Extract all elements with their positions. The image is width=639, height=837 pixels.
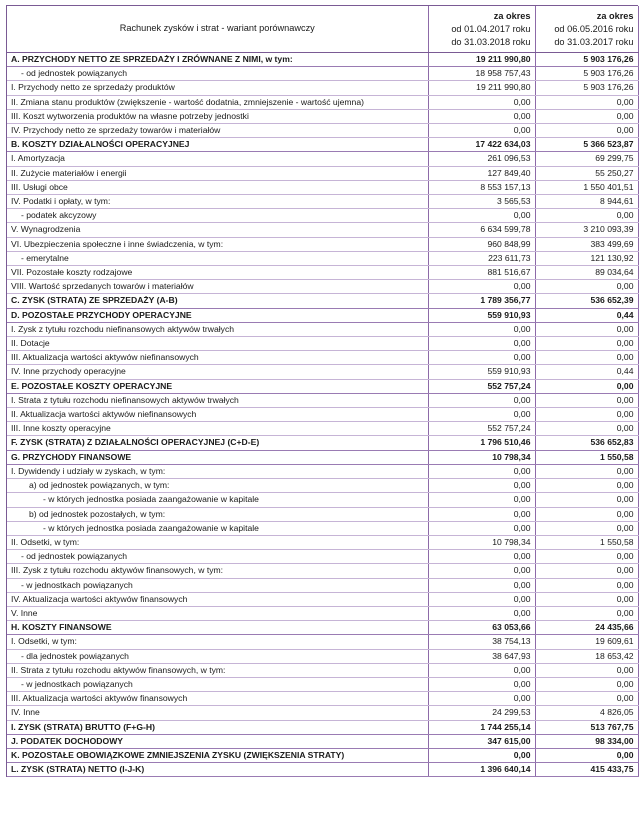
table-row (7, 95, 638, 109)
period-b-header (535, 6, 638, 53)
value-period-a: 261 096,53 (428, 152, 535, 166)
row-label: b) od jednostek pozostałych, w tym: (7, 507, 428, 521)
row-label: - w których jednostka posiada zaangażowanie w kapitale (7, 521, 428, 535)
row-label: II. Dotacje (7, 337, 428, 351)
table-row (7, 635, 638, 649)
income-statement-table (7, 6, 639, 777)
value-period-a: 0,00 (428, 280, 535, 294)
value-period-b: 0,00 (535, 564, 638, 578)
row-label: - podatek akcyzowy (7, 209, 428, 223)
value-period-b: 0,00 (535, 578, 638, 592)
row-label: II. Zużycie materiałów i energii (7, 166, 428, 180)
section-row (7, 308, 638, 322)
table-row (7, 564, 638, 578)
value-period-a: 881 516,67 (428, 266, 535, 280)
value-period-a: 38 754,13 (428, 635, 535, 649)
table-row (7, 322, 638, 336)
value-period-a: 0,00 (428, 507, 535, 521)
value-period-a: 19 211 990,80 (428, 53, 535, 67)
value-period-a: 17 422 634,03 (428, 138, 535, 152)
row-label: III. Aktualizacja wartości aktywów finansowych (7, 692, 428, 706)
table-row (7, 493, 638, 507)
row-label: J. PODATEK DOCHODOWY (7, 734, 428, 748)
value-period-b: 0,00 (535, 592, 638, 606)
value-period-a: 0,00 (428, 592, 535, 606)
row-label: IV. Przychody netto ze sprzedaży towarów i materiałów (7, 124, 428, 138)
table-row (7, 351, 638, 365)
value-period-a: 0,00 (428, 692, 535, 706)
statement-rows (7, 53, 638, 777)
table-row (7, 280, 638, 294)
value-period-a: 127 849,40 (428, 166, 535, 180)
row-label: II. Strata z tytułu rozchodu aktywów finansowych, w tym: (7, 663, 428, 677)
row-label: - w których jednostka posiada zaangażowanie w kapitale (7, 493, 428, 507)
table-row (7, 266, 638, 280)
value-period-a: 0,00 (428, 209, 535, 223)
period-b-to: do 31.03.2017 roku (554, 36, 634, 47)
row-label: - emerytalne (7, 251, 428, 265)
value-period-b: 5 903 176,26 (535, 53, 638, 67)
table-row (7, 109, 638, 123)
row-label: IV. Aktualizacja wartości aktywów finansowych (7, 592, 428, 606)
value-period-b: 24 435,66 (535, 621, 638, 635)
table-row (7, 81, 638, 95)
row-label: I. Zysk z tytułu rozchodu niefinansowych aktywów trwałych (7, 322, 428, 336)
row-label: II. Zmiana stanu produktów (zwiększenie - wartość dodatnia, zmniejszenie - wartość ujemna) (7, 95, 428, 109)
value-period-a: 0,00 (428, 493, 535, 507)
value-period-b: 89 034,64 (535, 266, 638, 280)
row-label: E. POZOSTAŁE KOSZTY OPERACYJNE (7, 379, 428, 393)
table-row (7, 393, 638, 407)
value-period-b: 55 250,27 (535, 166, 638, 180)
value-period-a: 559 910,93 (428, 365, 535, 379)
row-label: V. Inne (7, 606, 428, 620)
row-label: I. Amortyzacja (7, 152, 428, 166)
value-period-b: 0,00 (535, 209, 638, 223)
value-period-a: 0,00 (428, 322, 535, 336)
value-period-b: 536 652,39 (535, 294, 638, 308)
value-period-b: 4 826,05 (535, 706, 638, 720)
period-a-header (428, 6, 535, 53)
value-period-b: 0,00 (535, 408, 638, 422)
value-period-a: 552 757,24 (428, 422, 535, 436)
table-row (7, 464, 638, 478)
table-row (7, 166, 638, 180)
table-row (7, 663, 638, 677)
value-period-a: 1 396 640,14 (428, 763, 535, 777)
value-period-a: 63 053,66 (428, 621, 535, 635)
table-row (7, 152, 638, 166)
value-period-b: 0,00 (535, 521, 638, 535)
value-period-a: 0,00 (428, 564, 535, 578)
value-period-b: 0,00 (535, 322, 638, 336)
value-period-b: 0,00 (535, 493, 638, 507)
row-label: F. ZYSK (STRATA) Z DZIAŁALNOŚCI OPERACYJNEJ (C+D-E) (7, 436, 428, 450)
table-row (7, 251, 638, 265)
row-label: D. POZOSTAŁE PRZYCHODY OPERACYJNE (7, 308, 428, 322)
section-row (7, 53, 638, 67)
table-row (7, 479, 638, 493)
table-row (7, 649, 638, 663)
row-label: III. Aktualizacja wartości aktywów niefinansowych (7, 351, 428, 365)
value-period-b: 536 652,83 (535, 436, 638, 450)
value-period-a: 10 798,34 (428, 450, 535, 464)
value-period-a: 0,00 (428, 748, 535, 762)
value-period-b: 5 366 523,87 (535, 138, 638, 152)
value-period-b: 98 334,00 (535, 734, 638, 748)
table-row (7, 180, 638, 194)
value-period-a: 6 634 599,78 (428, 223, 535, 237)
value-period-b: 0,00 (535, 109, 638, 123)
row-label: III. Koszt wytworzenia produktów na własne potrzeby jednostki (7, 109, 428, 123)
section-row (7, 621, 638, 635)
table-row (7, 195, 638, 209)
value-period-b: 8 944,61 (535, 195, 638, 209)
value-period-b: 0,00 (535, 337, 638, 351)
table-row (7, 706, 638, 720)
table-row (7, 223, 638, 237)
value-period-a: 1 744 255,14 (428, 720, 535, 734)
value-period-b: 0,00 (535, 280, 638, 294)
row-label: II. Aktualizacja wartości aktywów niefinansowych (7, 408, 428, 422)
row-label: II. Odsetki, w tym: (7, 535, 428, 549)
row-label: I. Odsetki, w tym: (7, 635, 428, 649)
value-period-a: 0,00 (428, 479, 535, 493)
value-period-a: 18 958 757,43 (428, 67, 535, 81)
value-period-b: 0,00 (535, 479, 638, 493)
row-label: - od jednostek powiązanych (7, 550, 428, 564)
table-row (7, 592, 638, 606)
period-a-from: od 01.04.2017 roku (451, 23, 531, 34)
value-period-a: 8 553 157,13 (428, 180, 535, 194)
value-period-b: 0,00 (535, 393, 638, 407)
value-period-a: 347 615,00 (428, 734, 535, 748)
table-row (7, 237, 638, 251)
row-label: III. Inne koszty operacyjne (7, 422, 428, 436)
value-period-b: 0,00 (535, 748, 638, 762)
row-label: V. Wynagrodzenia (7, 223, 428, 237)
value-period-a: 10 798,34 (428, 535, 535, 549)
value-period-b: 0,00 (535, 464, 638, 478)
value-period-a: 0,00 (428, 521, 535, 535)
value-period-b: 1 550,58 (535, 450, 638, 464)
income-statement (6, 5, 638, 777)
value-period-b: 1 550,58 (535, 535, 638, 549)
table-row (7, 521, 638, 535)
value-period-a: 1 789 356,77 (428, 294, 535, 308)
value-period-a: 960 848,99 (428, 237, 535, 251)
section-row (7, 720, 638, 734)
value-period-b: 0,00 (535, 379, 638, 393)
row-label: III. Usługi obce (7, 180, 428, 194)
row-label: C. ZYSK (STRATA) ZE SPRZEDAŻY (A-B) (7, 294, 428, 308)
value-period-b: 121 130,92 (535, 251, 638, 265)
row-label: L. ZYSK (STRATA) NETTO (I-J-K) (7, 763, 428, 777)
value-period-a: 3 565,53 (428, 195, 535, 209)
table-row (7, 578, 638, 592)
section-row (7, 436, 638, 450)
value-period-a: 0,00 (428, 95, 535, 109)
period-a-to: do 31.03.2018 roku (451, 36, 531, 47)
row-label: I. ZYSK (STRATA) BRUTTO (F+G-H) (7, 720, 428, 734)
table-row (7, 692, 638, 706)
value-period-a: 0,00 (428, 464, 535, 478)
row-label: H. KOSZTY FINANSOWE (7, 621, 428, 635)
table-row (7, 209, 638, 223)
value-period-a: 24 299,53 (428, 706, 535, 720)
table-row (7, 365, 638, 379)
value-period-b: 69 299,75 (535, 152, 638, 166)
value-period-b: 0,00 (535, 507, 638, 521)
row-label: IV. Inne (7, 706, 428, 720)
value-period-a: 223 611,73 (428, 251, 535, 265)
header-row (7, 6, 638, 53)
section-row (7, 734, 638, 748)
table-row (7, 124, 638, 138)
value-period-b: 18 653,42 (535, 649, 638, 663)
row-label: IV. Podatki i opłaty, w tym: (7, 195, 428, 209)
row-label: A. PRZYCHODY NETTO ZE SPRZEDAŻY I ZRÓWNANE Z NIMI, w tym: (7, 53, 428, 67)
value-period-a: 0,00 (428, 578, 535, 592)
table-row (7, 677, 638, 691)
row-label: IV. Inne przychody operacyjne (7, 365, 428, 379)
value-period-a: 0,00 (428, 550, 535, 564)
value-period-b: 5 903 176,26 (535, 81, 638, 95)
row-label: - dla jednostek powiązanych (7, 649, 428, 663)
table-row (7, 337, 638, 351)
value-period-b: 0,00 (535, 606, 638, 620)
table-row (7, 606, 638, 620)
row-label: I. Przychody netto ze sprzedaży produktów (7, 81, 428, 95)
table-row (7, 507, 638, 521)
value-period-b: 3 210 093,39 (535, 223, 638, 237)
period-b-from: od 06.05.2016 roku (554, 23, 634, 34)
value-period-b: 0,00 (535, 677, 638, 691)
row-label: VII. Pozostałe koszty rodzajowe (7, 266, 428, 280)
table-row (7, 535, 638, 549)
value-period-b: 0,00 (535, 422, 638, 436)
section-row (7, 138, 638, 152)
row-label: I. Strata z tytułu rozchodu niefinansowych aktywów trwałych (7, 393, 428, 407)
value-period-b: 1 550 401,51 (535, 180, 638, 194)
period-a-label: za okres (493, 10, 531, 21)
value-period-a: 19 211 990,80 (428, 81, 535, 95)
value-period-b: 0,00 (535, 692, 638, 706)
table-row (7, 67, 638, 81)
value-period-a: 1 796 510,46 (428, 436, 535, 450)
value-period-b: 19 609,61 (535, 635, 638, 649)
row-label: VIII. Wartość sprzedanych towarów i materiałów (7, 280, 428, 294)
section-row (7, 748, 638, 762)
value-period-b: 0,44 (535, 365, 638, 379)
row-label: K. POZOSTAŁE OBOWIĄZKOWE ZMNIEJSZENIA ZYSKU (ZWIĘKSZENIA STRATY) (7, 748, 428, 762)
value-period-a: 0,00 (428, 351, 535, 365)
section-row (7, 294, 638, 308)
row-label: B. KOSZTY DZIAŁALNOŚCI OPERACYJNEJ (7, 138, 428, 152)
value-period-a: 0,00 (428, 663, 535, 677)
value-period-a: 38 647,93 (428, 649, 535, 663)
value-period-b: 0,44 (535, 308, 638, 322)
row-label: VI. Ubezpieczenia społeczne i inne świadczenia, w tym: (7, 237, 428, 251)
row-label: I. Dywidendy i udziały w zyskach, w tym: (7, 464, 428, 478)
value-period-b: 0,00 (535, 124, 638, 138)
table-row (7, 550, 638, 564)
section-row (7, 379, 638, 393)
value-period-a: 0,00 (428, 677, 535, 691)
value-period-b: 513 767,75 (535, 720, 638, 734)
row-label: III. Zysk z tytułu rozchodu aktywów finansowych, w tym: (7, 564, 428, 578)
row-label: - w jednostkach powiązanych (7, 578, 428, 592)
row-label: - od jednostek powiązanych (7, 67, 428, 81)
value-period-b: 383 499,69 (535, 237, 638, 251)
row-label: G. PRZYCHODY FINANSOWE (7, 450, 428, 464)
row-label: - w jednostkach powiązanych (7, 677, 428, 691)
table-row (7, 422, 638, 436)
value-period-a: 0,00 (428, 109, 535, 123)
value-period-b: 0,00 (535, 95, 638, 109)
value-period-a: 0,00 (428, 124, 535, 138)
value-period-b: 0,00 (535, 550, 638, 564)
table-row (7, 408, 638, 422)
row-label: a) od jednostek powiązanych, w tym: (7, 479, 428, 493)
value-period-a: 0,00 (428, 337, 535, 351)
value-period-a: 0,00 (428, 393, 535, 407)
value-period-a: 559 910,93 (428, 308, 535, 322)
value-period-b: 0,00 (535, 351, 638, 365)
value-period-b: 415 433,75 (535, 763, 638, 777)
value-period-b: 5 903 176,26 (535, 67, 638, 81)
value-period-a: 0,00 (428, 606, 535, 620)
value-period-a: 0,00 (428, 408, 535, 422)
statement-title: Rachunek zysków i strat - wariant porównawczy (7, 6, 428, 53)
period-b-label: za okres (596, 10, 634, 21)
value-period-a: 552 757,24 (428, 379, 535, 393)
section-row (7, 450, 638, 464)
value-period-b: 0,00 (535, 663, 638, 677)
section-row (7, 763, 638, 777)
